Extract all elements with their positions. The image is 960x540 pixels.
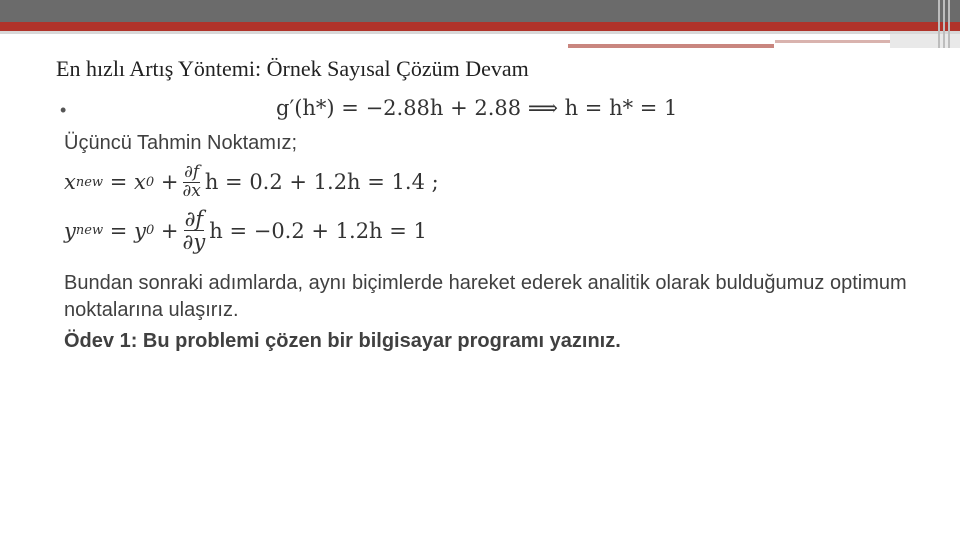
top-thin-band [0, 31, 960, 34]
accent-bar-1 [568, 44, 774, 48]
partial-fraction-x [182, 164, 200, 201]
body-paragraph: Bundan sonraki adımlarda, aynı biçimlerde hareket ederek analitik olarak bulduğumuz optimum noktalarına ulaşırız. [64, 272, 907, 321]
plus-sign: + [160, 170, 179, 195]
x0-symbol: x [134, 170, 146, 195]
equals-sign: = [109, 218, 128, 243]
x-symbol: x [64, 170, 76, 195]
slide-title: En hızlı Artış Yöntemi: Örnek Sayısal Çözüm Devam [56, 56, 529, 81]
equation-derivative: g′(h*) = −2.88h + 2.88 ⟹ h = h* = 1 [276, 96, 678, 120]
partial-fraction-y [183, 208, 206, 253]
fraction-denominator: ∂x [182, 180, 201, 201]
top-red-band [0, 22, 960, 31]
y-symbol: y [64, 218, 76, 243]
plus-sign: + [160, 218, 179, 243]
equation-rest: h = −0.2 + 1.2h = 1 [209, 218, 427, 243]
x-subscript: new [75, 174, 104, 190]
x0-subscript: 0 [145, 174, 155, 190]
top-dark-band [0, 0, 960, 22]
y0-symbol: y [134, 218, 146, 243]
equals-sign: = [109, 170, 128, 195]
bullet: • [60, 100, 67, 120]
assignment-text: Ödev 1: Bu problemi çözen bir bilgisayar programı yazınız. [64, 330, 621, 352]
corner-decoration [938, 0, 952, 48]
section-heading: Üçüncü Tahmin Noktamız; [64, 132, 298, 154]
y0-subscript: 0 [145, 223, 155, 239]
accent-bar-2 [775, 40, 890, 43]
equation-rest: h = 0.2 + 1.2h = 1.4 ; [204, 170, 439, 195]
fraction-denominator: ∂y [182, 230, 206, 255]
equation-y-new [64, 208, 427, 253]
fraction-numerator: ∂f [184, 207, 204, 231]
y-subscript: new [75, 223, 104, 239]
equation-x-new [64, 164, 439, 201]
fraction-numerator: ∂f [184, 162, 200, 182]
